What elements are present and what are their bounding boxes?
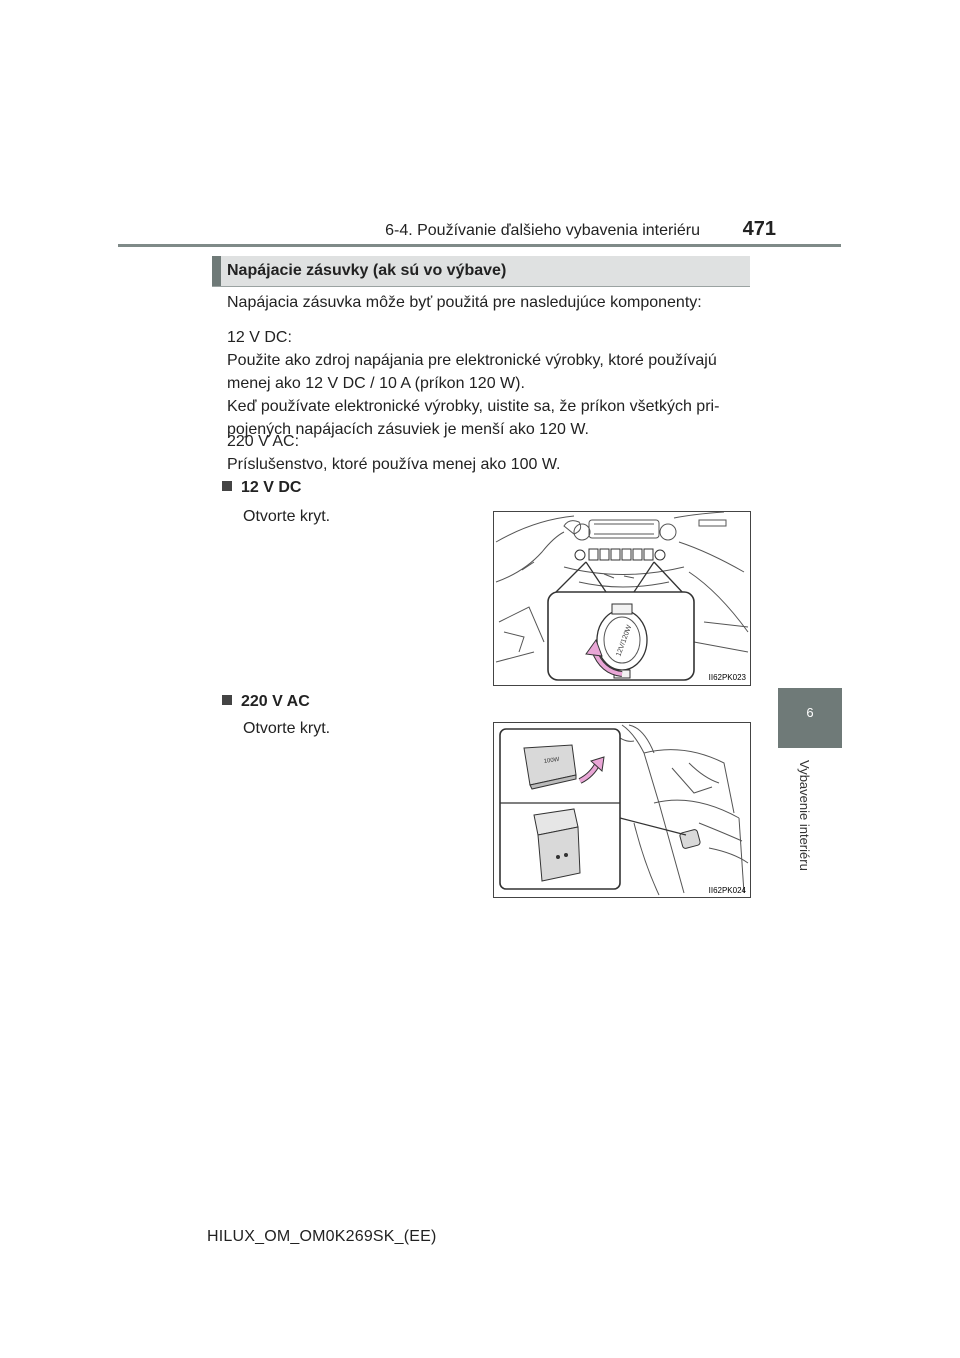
page-number: 471 (742, 218, 776, 240)
figure-code: II62PK023 (708, 673, 746, 682)
instruction-ac: Otvorte kryt. (243, 720, 331, 737)
figure-220v-socket (493, 722, 751, 898)
socket-rating-label: 100W (543, 756, 560, 765)
square-bullet-icon (222, 695, 232, 705)
chapter-number: 6 (806, 705, 814, 720)
subsection-heading-ac (222, 693, 310, 711)
ac-line: 220 V AC: (227, 433, 300, 450)
chapter-title: Vybavenie interiéru (797, 760, 812, 871)
figure-code: II62PK024 (708, 886, 746, 895)
section-rule (212, 286, 750, 287)
dc-paragraph (227, 326, 757, 441)
figure-12v-socket (493, 511, 751, 686)
header-rule (118, 244, 841, 247)
instruction-dc: Otvorte kryt. (243, 508, 331, 525)
ac-paragraph (227, 430, 757, 476)
subsection-heading-text: 12 V DC (241, 479, 302, 496)
console-illustration (494, 723, 750, 897)
section-title: Napájacie zásuvky (ak sú vo výbave) (227, 262, 507, 279)
document-code: HILUX_OM_OM0K269SK_(EE) (207, 1228, 437, 1245)
dc-line: Keď používate elektronické výrobky, uistite sa, že príkon všetkých pri- (227, 398, 720, 415)
dashboard-illustration (494, 512, 750, 685)
dc-line: menej ako 12 V DC / 10 A (príkon 120 W). (227, 375, 525, 392)
subsection-heading-dc (222, 479, 301, 497)
subsection-heading-text: 220 V AC (241, 693, 310, 710)
intro-paragraph: Napájacia zásuvka môže byť použitá pre nasledujúce komponenty: (227, 294, 702, 311)
socket-rating-label: 12V/120W (615, 624, 634, 658)
ac-line: Príslušenstvo, ktoré používa menej ako 100 W. (227, 456, 561, 473)
header-section-title: 6-4. Používanie ďalšieho vybavenia interiéru (385, 222, 700, 239)
section-heading-accent (212, 256, 221, 286)
square-bullet-icon (222, 481, 232, 491)
dc-line: pojených napájacích zásuviek je menší ako 120 W. (227, 421, 589, 438)
dc-line: Použite ako zdroj napájania pre elektronické výrobky, ktoré používajú (227, 352, 717, 369)
dc-line: 12 V DC: (227, 329, 292, 346)
